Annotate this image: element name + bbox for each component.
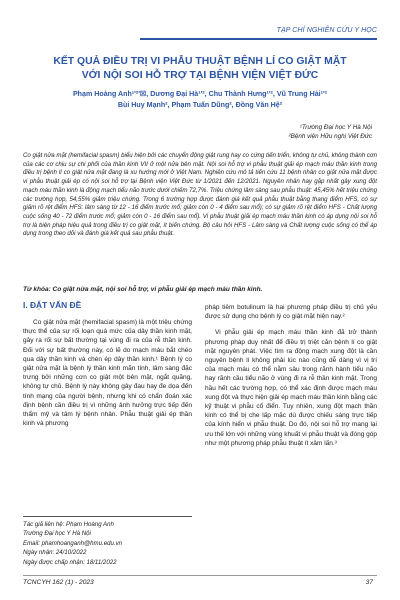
authors-line-2: Bùi Huy Mạnh², Phạm Tuấn Dũng², Đồng Văn Hệ² xyxy=(117,100,283,109)
author-box-divider xyxy=(23,516,192,517)
journal-issue: TCNCYH 162 (1) - 2023 xyxy=(23,579,94,586)
footer-divider xyxy=(23,575,377,576)
corresponding-author-box xyxy=(23,520,192,567)
authors-line-1: Phạm Hoàng Anh¹'²'☒, Dương Đại Hà¹'², Chu Thành Hưng¹'², Vũ Trung Hải¹'² xyxy=(72,90,328,98)
author-institution: Trường Đại học Y Hà Nội xyxy=(23,530,91,538)
right-column xyxy=(205,303,377,448)
section-heading: I. ĐẶT VẤN ĐỀ xyxy=(23,300,82,310)
header-divider xyxy=(140,38,377,40)
accepted-date: Ngày được chấp nhận: 18/11/2022 xyxy=(23,558,117,566)
page-number: 37 xyxy=(365,579,373,586)
journal-section-tag: TẠP CHÍ NGHIÊN CỨU Y HỌC xyxy=(276,27,377,34)
right-paragraph-1: pháp tiêm botulinum là hai phương pháp điều trị chủ yếu được sử dụng cho bệnh lý co giật mặt hiện nay.² xyxy=(205,304,377,321)
affiliations xyxy=(289,124,372,141)
affiliation-1: ¹Trường Đại học Y Hà Nội xyxy=(299,124,372,131)
title-line-2: VỚI NỘI SOI HỖ TRỢ TẠI BỆNH VIỆN VIỆT ĐỨC xyxy=(81,70,319,81)
author-list xyxy=(23,89,377,110)
keywords: Từ khóa: Co giật nửa mặt, nội soi hỗ trợ, vi phẫu giải ép mạch máu thần kinh. xyxy=(23,286,263,293)
right-paragraph-2: Vi phẫu giải ép mạch máu thần kinh đã trở thành phương pháp duy nhất để điều trị triệt căn bệnh lí co giật mặt nguyên phát. Việc tìm ra động mạch xung đột là cần nguyên bệnh lí không phải lúc nào cũng dễ dàng vì vị trí của mạch máu có thể nằm sâu trong rãnh hành tiểu não hay rãnh cầu tiểu não ở vùng đi ra rễ thần kinh mặt. Trong hầu hết các trường hợp, có thể xác định được mạch máu xung đột và thực hiện giải ép mạch máu thần kinh bằng các kỹ thuật vi phẫu cổ điển. Tuy nhiên, xung đột mạch thần kinh có thể bị che lấp mặc dù được chiếu sáng trực tiếp của kính hiển vi phẫu thuật. Do đó, nội soi hỗ trợ mang lại ưu thế lớn với những vùng khuất vi phẫu thuật và đóng góp như một phương pháp phẫu thuật ít xâm lấn.³ xyxy=(205,329,378,447)
corresponding-author: Tác giả liên hệ: Phạm Hoàng Anh xyxy=(23,521,114,528)
article-title xyxy=(23,55,377,83)
title-line-1: KẾT QUẢ ĐIỀU TRỊ VI PHẪU THUẬT BỆNH LÍ CO GIẬT MẶT xyxy=(53,56,347,67)
left-paragraph-1: Co giật nửa mặt (hemifacial spasm) là một triệu chứng thực thể của sự rối loạn quá mức của dây thần kinh mặt, gây ra rối sự bất thường tại vùng đi ra của rễ thần kinh. Đối với sự bất thường này, có lẽ do mạch máu bắt chéo qua dây thần kinh và chèn ép dây thần kinh.¹ Bệnh lý co giật nửa mặt là bệnh lý thần kinh mãn tính, lâm sàng đặc trưng bởi những cơn co giật một bên mặt, ngắt quãng, không tự chủ. Bệnh lý này không gây đau hay đe dọa đến tính mạng của người bệnh, nhưng khi có chẩn đoán xác định bệnh cần điều trị vì những ảnh hưởng trực tiếp đến thẩm mỹ và tâm lý bệnh nhân. Phẫu thuật giải ép thần kinh và phương xyxy=(23,319,192,428)
affiliation-2: ²Bệnh viện Hữu nghị Việt Đức xyxy=(288,132,372,140)
author-email: Email: phamhoanganh@hmu.edu.vn xyxy=(23,539,123,547)
received-date: Ngày nhận: 24/10/2022 xyxy=(23,549,87,557)
left-column xyxy=(23,318,192,428)
abstract: Co giật nửa mặt (hemifacial spasm) biểu hiện bởi các chuyển động giật rung hay co cứng tiến triển, không tự chủ, không thành cơn của các cơ chịu sự chi phối của thần kinh VII ở một nửa bên mặt. Nội soi hỗ trợ vi phẫu thuật giải ép mạch máu thần kinh trong điều trị bệnh lí co giật nửa mặt đang là xu hướng mới ở Việt Nam. Nghiên cứu mô tả tiến cứu 11 bệnh nhân co giật nửa mặt được vi phẫu thuật giải ép có nội soi hỗ trợ tại Bệnh viện Việt Đức từ 1/2021 đến 12/2021. Nguyên nhân hay gặp nhất gây xung đột mạch máu thần kinh là động mạch tiểu não trước dưới chiếm 72,7%. Triệu chứng lâm sàng sau phẫu thuật: 45,45% hết triệu chứng các trường hợp, 54,55% giảm triệu chứng. Trong 6 trường hợp được đánh giá kết quả phẫu thuật bằng thang điểm HFS, có sự giảm rõ rệt điểm HFS: lâm sàng từ 12 - 16 điểm trước mổ; giảm còn 0 - 4 điểm sau mổ); có sự giảm rõ rệt điểm HFS - Chất lượng cuộc sống 40 - 72 điểm trước mổ; giảm còn 0 - 16 điểm sau mổ). Vi phẫu thuật giải ép mạch máu thần kinh có áp dụng nội soi hỗ trợ là biện pháp hiệu quả trong điều trị co giật mặt, ít biến chứng. Bộ câu hỏi HFS - Lâm sàng và Chất lượng cuộc sống có thể áp dụng trong theo dõi và đánh giá kết quả sau phẫu thuật. xyxy=(23,152,377,238)
